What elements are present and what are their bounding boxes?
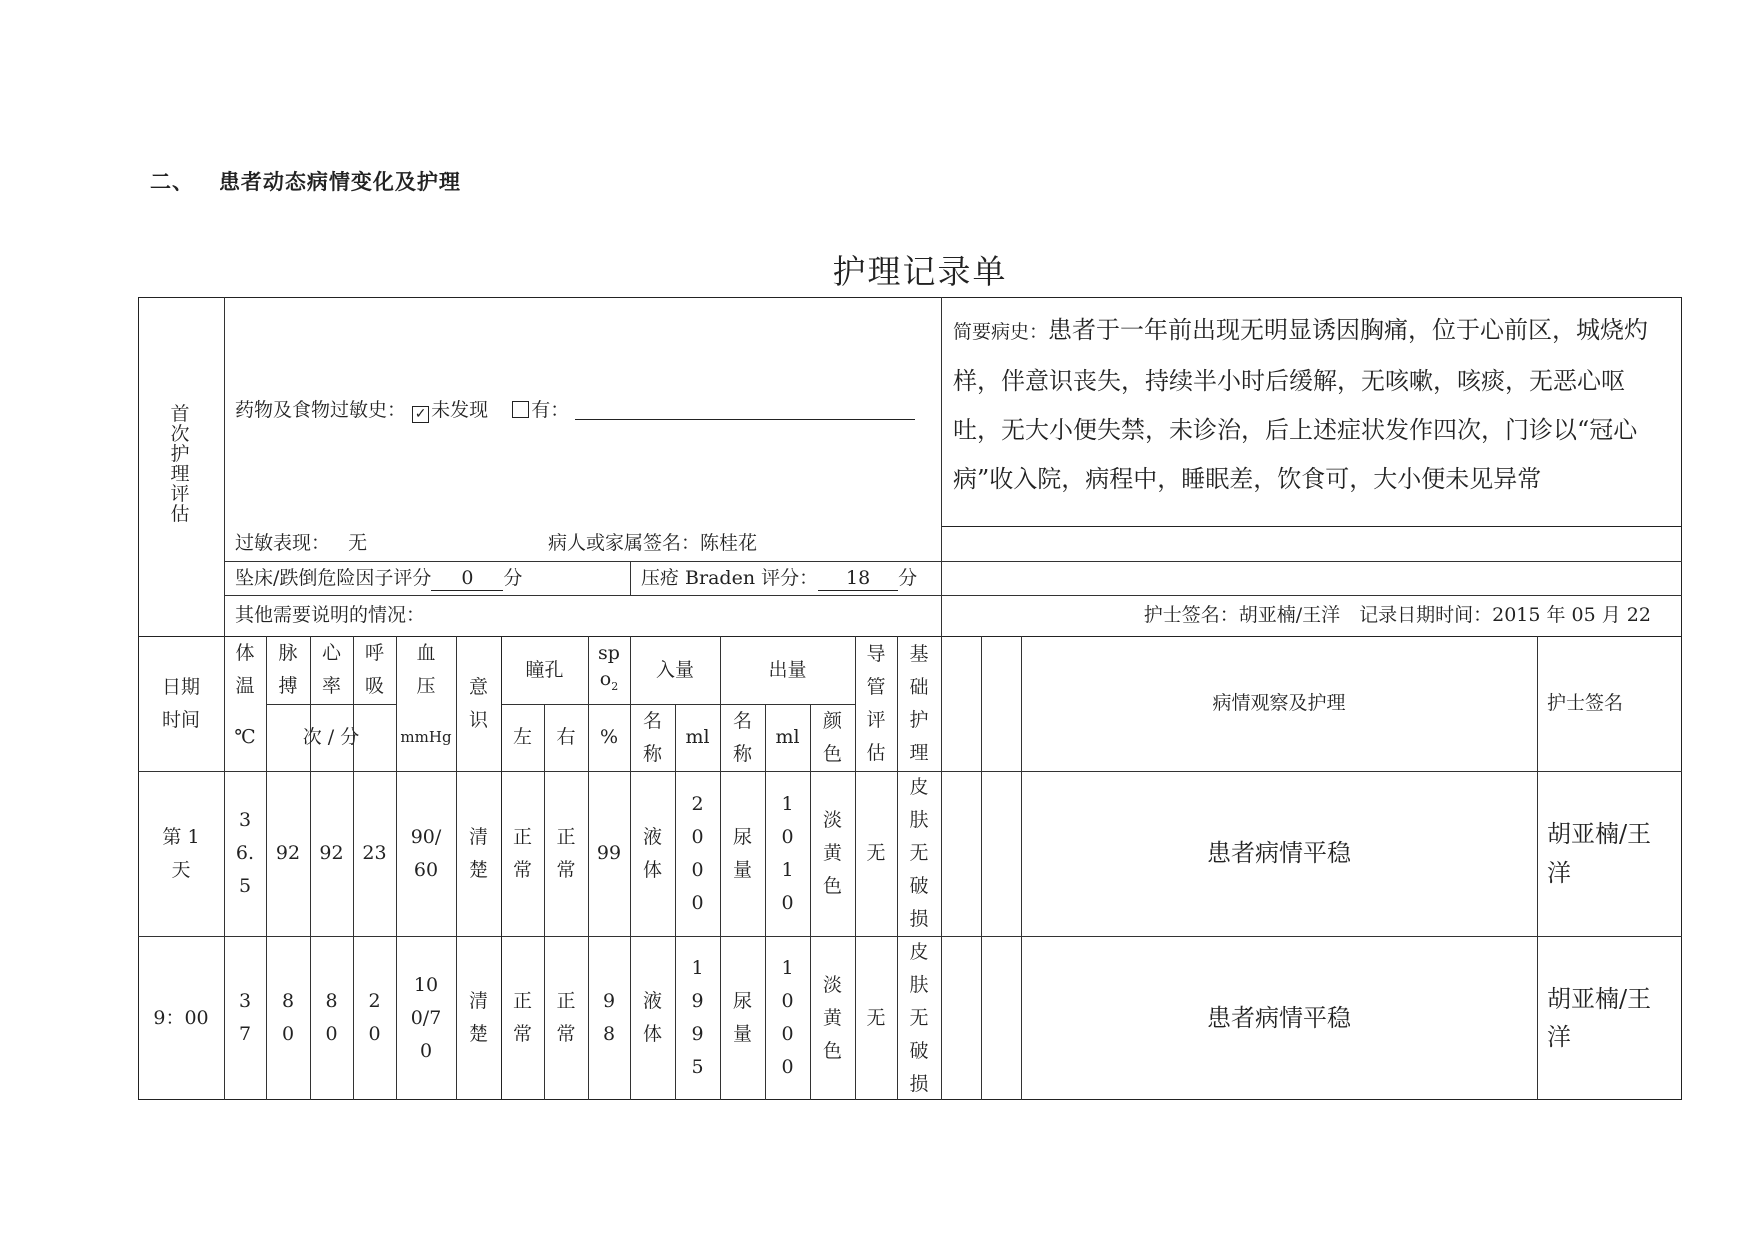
output-name-value: 尿量 bbox=[732, 990, 752, 1045]
pupil-right-value: 正常 bbox=[556, 990, 576, 1045]
observation-value: 患者病情平稳 bbox=[1207, 1003, 1351, 1032]
history-text: 患者于一年前出现无明显诱因胸痛，位于心前区，城烧灼样，伴意识丧失，持续半小时后缓解，无咳嗽，咳痰，无恶心呕吐，无大小便失禁，未诊治，后上述症状发作四次，门诊以“冠心病”收入院，病程中，睡眠差，饮食可，大小便未见异常 bbox=[953, 316, 1649, 493]
header-pupil: 瞳孔 bbox=[525, 658, 564, 681]
section-heading bbox=[150, 166, 461, 196]
basic-care-value: 皮肤无破损 bbox=[909, 940, 929, 1095]
nurse-signature-line: 护士签名：胡亚楠/王洋 记录日期时间：2015 年 05 月 22 bbox=[1143, 604, 1651, 626]
unit-temp: ℃ bbox=[234, 726, 256, 748]
allergy-none-label: 未发现 bbox=[431, 399, 489, 421]
braden-value[interactable]: 18 bbox=[818, 567, 898, 591]
output-color-value: 淡黄色 bbox=[822, 809, 842, 897]
header-consciousness: 意识 bbox=[468, 675, 488, 731]
header-intake: 入量 bbox=[655, 658, 694, 681]
allergy-has-label: 有： bbox=[531, 399, 570, 421]
document-title: 护理记录单 bbox=[832, 252, 1008, 291]
unit-rate: 次 / 分 bbox=[302, 726, 360, 748]
temp-value: 36.5 bbox=[235, 809, 255, 897]
header-heart-rate: 心率 bbox=[321, 642, 341, 697]
unit-intake-ml: ml bbox=[685, 726, 710, 748]
temp-value: 37 bbox=[239, 990, 252, 1045]
pupil-left-value: 正常 bbox=[512, 825, 532, 881]
intake-ml-value: 1995 bbox=[691, 957, 704, 1078]
signer-label: 病人或家属签名： bbox=[548, 532, 701, 554]
unit-output-color: 颜色 bbox=[822, 709, 842, 765]
unit-output-name: 名称 bbox=[732, 709, 752, 765]
header-blood-pressure: 血压 bbox=[416, 642, 436, 697]
spo2-value: 99 bbox=[596, 842, 622, 864]
unit-right: 右 bbox=[556, 726, 576, 748]
header-pulse: 脉搏 bbox=[278, 642, 298, 697]
allergy-reaction bbox=[235, 532, 367, 555]
header-basic-care: 基础护理 bbox=[909, 642, 929, 764]
header-catheter: 导管评估 bbox=[866, 642, 886, 764]
unit-intake-name: 名称 bbox=[642, 709, 662, 765]
output-name-value: 尿量 bbox=[732, 825, 752, 881]
patient-signature bbox=[548, 532, 757, 555]
header-output: 出量 bbox=[768, 658, 807, 681]
header-temp: 体温 bbox=[235, 642, 255, 697]
resp-value: 20 bbox=[368, 990, 381, 1045]
catheter-value: 无 bbox=[866, 1006, 886, 1029]
unit-output-ml: ml bbox=[775, 726, 800, 748]
nurse-value: 胡亚楠/王洋 bbox=[1547, 984, 1652, 1051]
intake-ml-value: 2000 bbox=[691, 792, 704, 914]
basic-care-value: 皮肤无破损 bbox=[909, 776, 929, 930]
header-observation: 病情观察及护理 bbox=[1212, 692, 1346, 714]
other-notes: 其他需要说明的情况： bbox=[235, 604, 426, 626]
bp-value: 100/70 bbox=[410, 973, 442, 1062]
output-color-value: 淡黄色 bbox=[822, 973, 842, 1062]
intake-name-value: 液体 bbox=[642, 825, 662, 881]
pupil-right-value: 正常 bbox=[556, 825, 576, 881]
bp-value: 90/60 bbox=[410, 825, 442, 881]
consciousness-value: 清楚 bbox=[468, 825, 488, 881]
pulse-value: 92 bbox=[275, 842, 301, 864]
heart-rate-value: 80 bbox=[325, 990, 338, 1045]
allergy-label: 药物及食物过敏史： bbox=[235, 399, 407, 421]
unit-bp: mmHg bbox=[400, 728, 452, 746]
header-respiration: 呼吸 bbox=[364, 642, 384, 697]
allergy-has-checkbox[interactable] bbox=[512, 401, 529, 418]
first-assessment-label: 首次护理评估 bbox=[170, 403, 190, 525]
unit-percent: % bbox=[599, 726, 619, 748]
signer-value: 陈桂花 bbox=[700, 532, 758, 554]
output-ml-value: 1010 bbox=[781, 792, 794, 914]
intake-name-value: 液体 bbox=[642, 990, 662, 1045]
brief-history bbox=[953, 306, 1667, 504]
allergy-has-field[interactable] bbox=[575, 399, 915, 420]
header-date-time: 日期时间 bbox=[161, 675, 200, 731]
section-title: 患者动态病情变化及护理 bbox=[218, 170, 461, 194]
header-spo2: sp $o_2$ bbox=[598, 642, 620, 693]
fall-value[interactable]: 0 bbox=[431, 567, 503, 591]
reaction-label: 过敏表现： bbox=[235, 532, 331, 554]
output-ml-value: 1000 bbox=[781, 957, 794, 1078]
consciousness-value: 清楚 bbox=[468, 990, 488, 1045]
pulse-value: 80 bbox=[282, 990, 295, 1045]
section-number: 二、 bbox=[150, 170, 194, 194]
catheter-value: 无 bbox=[866, 842, 886, 864]
header-nurse: 护士签名 bbox=[1547, 692, 1624, 714]
observation-value: 患者病情平稳 bbox=[1207, 839, 1351, 868]
spo2-value: 98 bbox=[603, 990, 616, 1045]
resp-value: 23 bbox=[362, 842, 387, 864]
table-row: 第 1 天 bbox=[162, 825, 200, 881]
braden-label: 压疮 Braden 评分： bbox=[641, 567, 819, 589]
fall-label: 坠床/跌倒危险因子评分 bbox=[235, 567, 432, 589]
fall-unit: 分 bbox=[503, 567, 523, 589]
reaction-value: 无 bbox=[348, 532, 368, 554]
unit-left: 左 bbox=[512, 726, 532, 748]
allergy-history bbox=[235, 399, 915, 423]
allergy-none-checkbox[interactable]: ✓ bbox=[412, 406, 429, 423]
fall-risk-score bbox=[235, 567, 522, 591]
table-row: 9：00 bbox=[153, 1006, 209, 1029]
nurse-value: 胡亚楠/王洋 bbox=[1547, 820, 1652, 887]
braden-score bbox=[641, 567, 917, 591]
history-label: 简要病史： bbox=[953, 321, 1049, 343]
pupil-left-value: 正常 bbox=[512, 990, 532, 1045]
heart-rate-value: 92 bbox=[319, 842, 344, 864]
braden-unit: 分 bbox=[898, 567, 918, 589]
